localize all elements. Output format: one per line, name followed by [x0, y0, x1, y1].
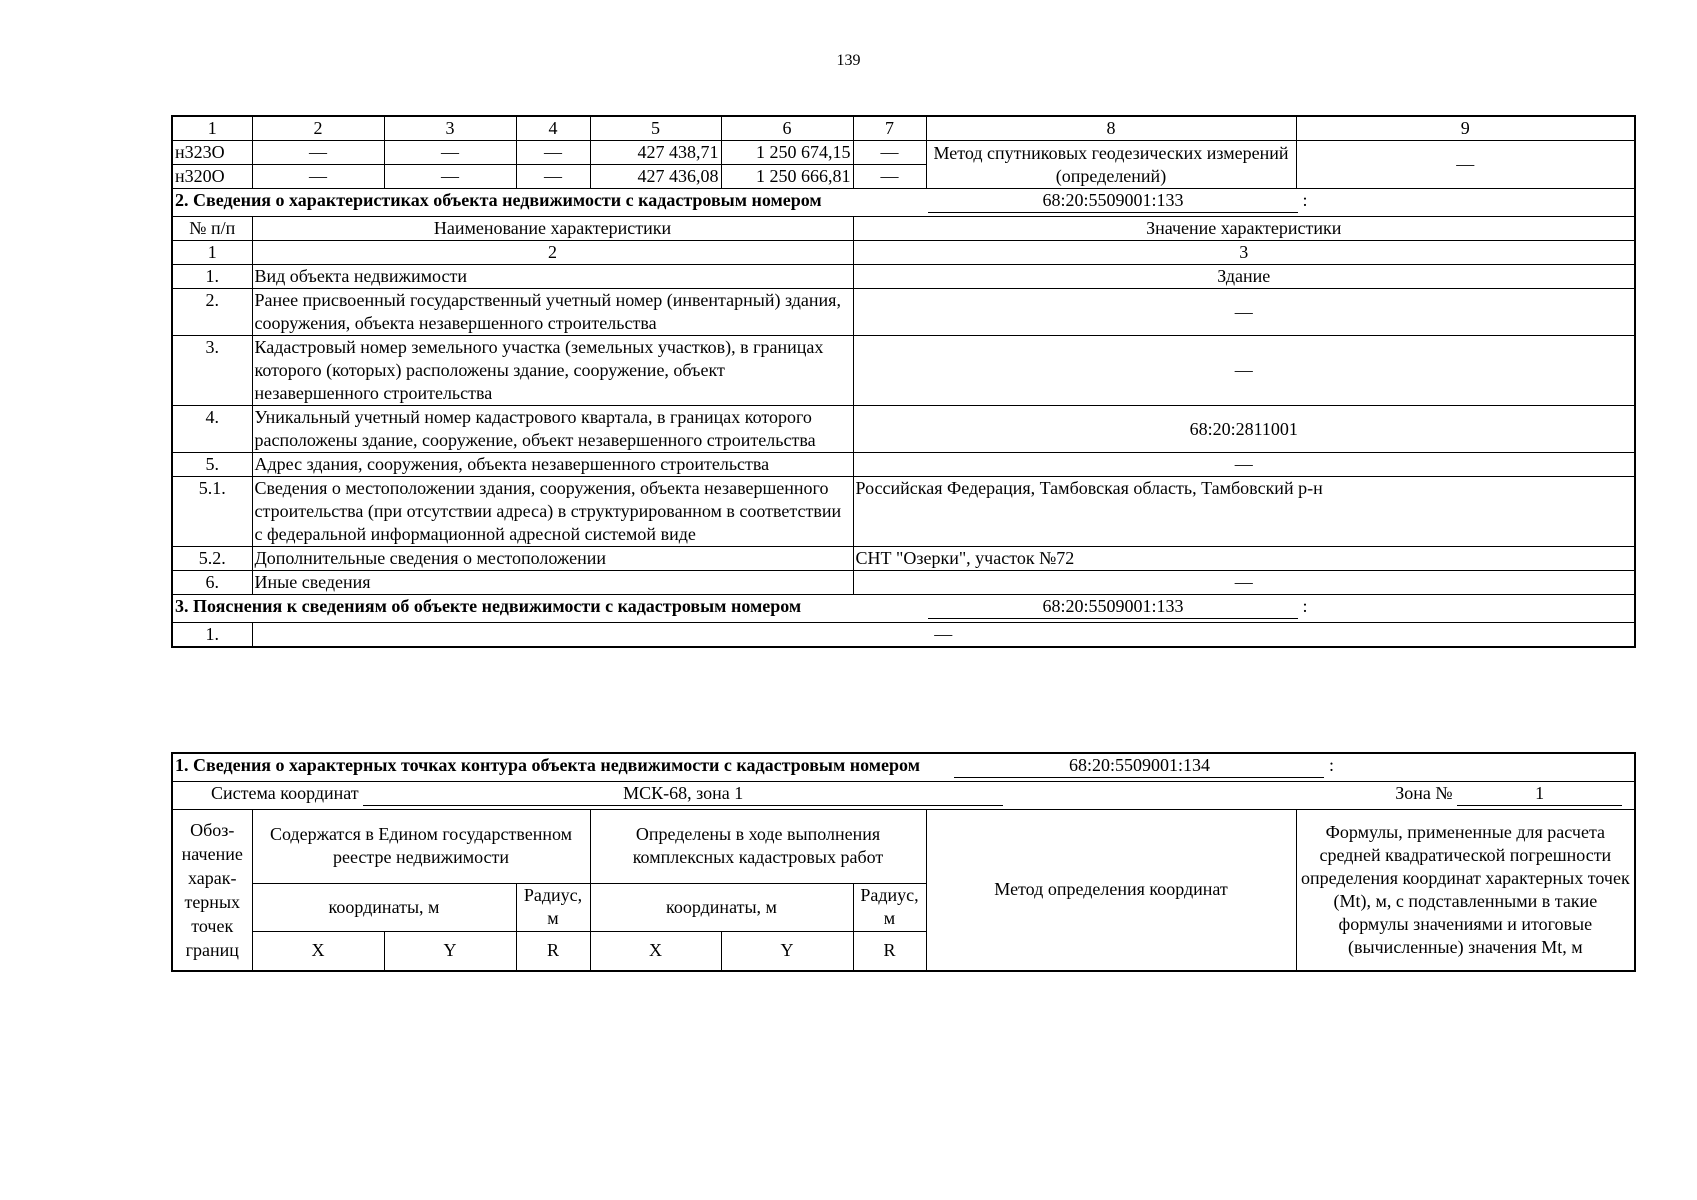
zone-value: 1: [1457, 782, 1622, 806]
header-radius: Радиус, м: [516, 883, 590, 931]
characteristic-value: —: [853, 453, 1635, 477]
header-name: Наименование характеристики: [252, 217, 853, 241]
characteristic-name: Ранее присвоенный государственный учетный номер (инвентарный) здания, сооружения, объекта незавершенного строительства: [252, 289, 853, 336]
characteristic-value: —: [853, 336, 1635, 406]
section-3-title: 3. Пояснения к сведениям об объекте недвижимости с кадастровым номером: [172, 595, 926, 623]
section-2-cadastral: [926, 189, 1635, 217]
column-number: 3: [384, 116, 516, 141]
row-number: 2.: [172, 289, 252, 336]
characteristics-number-row: [172, 241, 1635, 265]
cadastral-number: 68:20:5509001:133: [928, 189, 1298, 213]
colon: :: [1328, 755, 1334, 775]
section-3-title-row: [172, 595, 1635, 623]
row-number: 5.: [172, 453, 252, 477]
empty-cell: [1296, 753, 1635, 781]
header-y: Y: [384, 931, 516, 971]
table-cell: —: [384, 165, 516, 189]
section-1b-title-text: 1. Сведения о характерных точках контура объекта недвижимости с кадастровым номером: [175, 755, 920, 775]
explanation-row: [172, 623, 1635, 648]
characteristic-value: —: [853, 571, 1635, 595]
zone: [1296, 781, 1635, 809]
characteristic-row: [172, 477, 1635, 547]
table-cell: —: [384, 141, 516, 165]
characteristic-value: —: [853, 289, 1635, 336]
coordinate-system-value: МСК-68, зона 1: [363, 782, 1003, 806]
point-designation: н323О: [172, 141, 252, 165]
characteristics-header-row: [172, 217, 1635, 241]
coordinate-y: 1 250 674,15: [721, 141, 853, 165]
characteristic-value: Здание: [853, 265, 1635, 289]
column-number: 6: [721, 116, 853, 141]
table-cell: —: [516, 141, 590, 165]
section-3-cadastral: [926, 595, 1635, 623]
header-r: R: [853, 931, 926, 971]
characteristic-value: СНТ "Озерки", участок №72: [853, 547, 1635, 571]
column-number: 1: [172, 116, 252, 141]
coordinate-x: 427 436,08: [590, 165, 721, 189]
header-egrn: Содержатся в Едином государственном реестре недвижимости: [252, 809, 590, 883]
column-number: 5: [590, 116, 721, 141]
coordinate-y: 1 250 666,81: [721, 165, 853, 189]
zone-label: Зона №: [1395, 782, 1453, 803]
coordinate-system-label: Система координат: [211, 782, 359, 803]
section-1b-title: [172, 753, 1334, 781]
characteristic-name: Кадастровый номер земельного участка (земельных участков), в границах которого (которых) расположены здание, сооружение, объект незавершенного строительства: [252, 336, 853, 406]
header-r: R: [516, 931, 590, 971]
column-number: 4: [516, 116, 590, 141]
section-2-title: 2. Сведения о характеристиках объекта недвижимости с кадастровым номером: [172, 189, 926, 217]
colon: :: [1302, 190, 1308, 210]
table-cell: —: [252, 165, 384, 189]
table-cell: —: [516, 165, 590, 189]
row-number: 6.: [172, 571, 252, 595]
characteristic-row: [172, 453, 1635, 477]
header-radius: Радиус, м: [853, 883, 926, 931]
coordinate-system: [172, 781, 1296, 809]
header-number: № п/п: [172, 217, 252, 241]
header-coordinates: координаты, м: [590, 883, 853, 931]
row-number: 5.1.: [172, 477, 252, 547]
points-header-row-1: [172, 809, 1635, 883]
section-1b-title-row: [172, 753, 1635, 781]
page-number: 139: [836, 52, 861, 69]
method-cell: Метод спутниковых геодезических измерений (определений): [926, 141, 1296, 189]
column-number: 2: [252, 116, 384, 141]
column-number: 8: [926, 116, 1296, 141]
characteristic-row: [172, 406, 1635, 453]
header-x: X: [590, 931, 721, 971]
row-number: 1.: [172, 623, 252, 648]
row-number: 5.2.: [172, 547, 252, 571]
header-formula: Формулы, примененные для расчета средней квадратической погрешности определения координат характерных точек (Mt), м, с подставленными в такие формулы значениями и итоговые (вычисленные) значения Mt, м: [1296, 809, 1635, 971]
header-designation: Обоз-начение харак-терных точек границ: [172, 809, 252, 971]
characteristic-row: [172, 571, 1635, 595]
colon: :: [1302, 596, 1308, 616]
characteristic-name: Адрес здания, сооружения, объекта незавершенного строительства: [252, 453, 853, 477]
characteristic-name: Уникальный учетный номер кадастрового квартала, в границах которого расположены здание, сооружение, объект незавершенного строительства: [252, 406, 853, 453]
header-complex-works: Определены в ходе выполнения комплексных кадастровых работ: [590, 809, 926, 883]
header-method: Метод определения координат: [926, 809, 1296, 971]
main-table: [171, 115, 1636, 648]
row-number: 4.: [172, 406, 252, 453]
column-number: 7: [853, 116, 926, 141]
header-x: X: [252, 931, 384, 971]
header-y: Y: [721, 931, 853, 971]
table-cell: —: [853, 165, 926, 189]
row-number: 1.: [172, 265, 252, 289]
characteristic-name: Дополнительные сведения о местоположении: [252, 547, 853, 571]
points-table: [171, 752, 1636, 972]
coordinate-system-row: [172, 781, 1635, 809]
characteristic-row: [172, 336, 1635, 406]
point-designation: н320О: [172, 165, 252, 189]
characteristic-row: [172, 289, 1635, 336]
characteristic-value: Российская Федерация, Тамбовская область, Тамбовский р-н: [853, 477, 1635, 547]
characteristic-row: [172, 265, 1635, 289]
header-value: Значение характеристики: [853, 217, 1635, 241]
table-cell: —: [853, 141, 926, 165]
column-number: 2: [252, 241, 853, 265]
explanation-value: —: [252, 623, 1635, 648]
characteristic-row: [172, 547, 1635, 571]
characteristic-name: Сведения о местоположении здания, сооружения, объекта незавершенного строительства (при отсутствии адреса) в структурированном в соответствии с федеральной информационной адресной системой виде: [252, 477, 853, 547]
row-number: 3.: [172, 336, 252, 406]
cadastral-number: 68:20:5509001:133: [928, 595, 1298, 619]
table-cell: —: [252, 141, 384, 165]
header-coordinates: координаты, м: [252, 883, 516, 931]
column-number: 9: [1296, 116, 1635, 141]
characteristic-value: 68:20:2811001: [853, 406, 1635, 453]
column-number: 1: [172, 241, 252, 265]
column-number: 3: [853, 241, 1635, 265]
cadastral-number: 68:20:5509001:134: [954, 754, 1324, 778]
characteristic-name: Вид объекта недвижимости: [252, 265, 853, 289]
point-row: [172, 141, 1635, 165]
column-number-row: [172, 116, 1635, 141]
coordinate-x: 427 438,71: [590, 141, 721, 165]
section-2-title-row: [172, 189, 1635, 217]
formula-cell: —: [1296, 141, 1635, 189]
characteristic-name: Иные сведения: [252, 571, 853, 595]
